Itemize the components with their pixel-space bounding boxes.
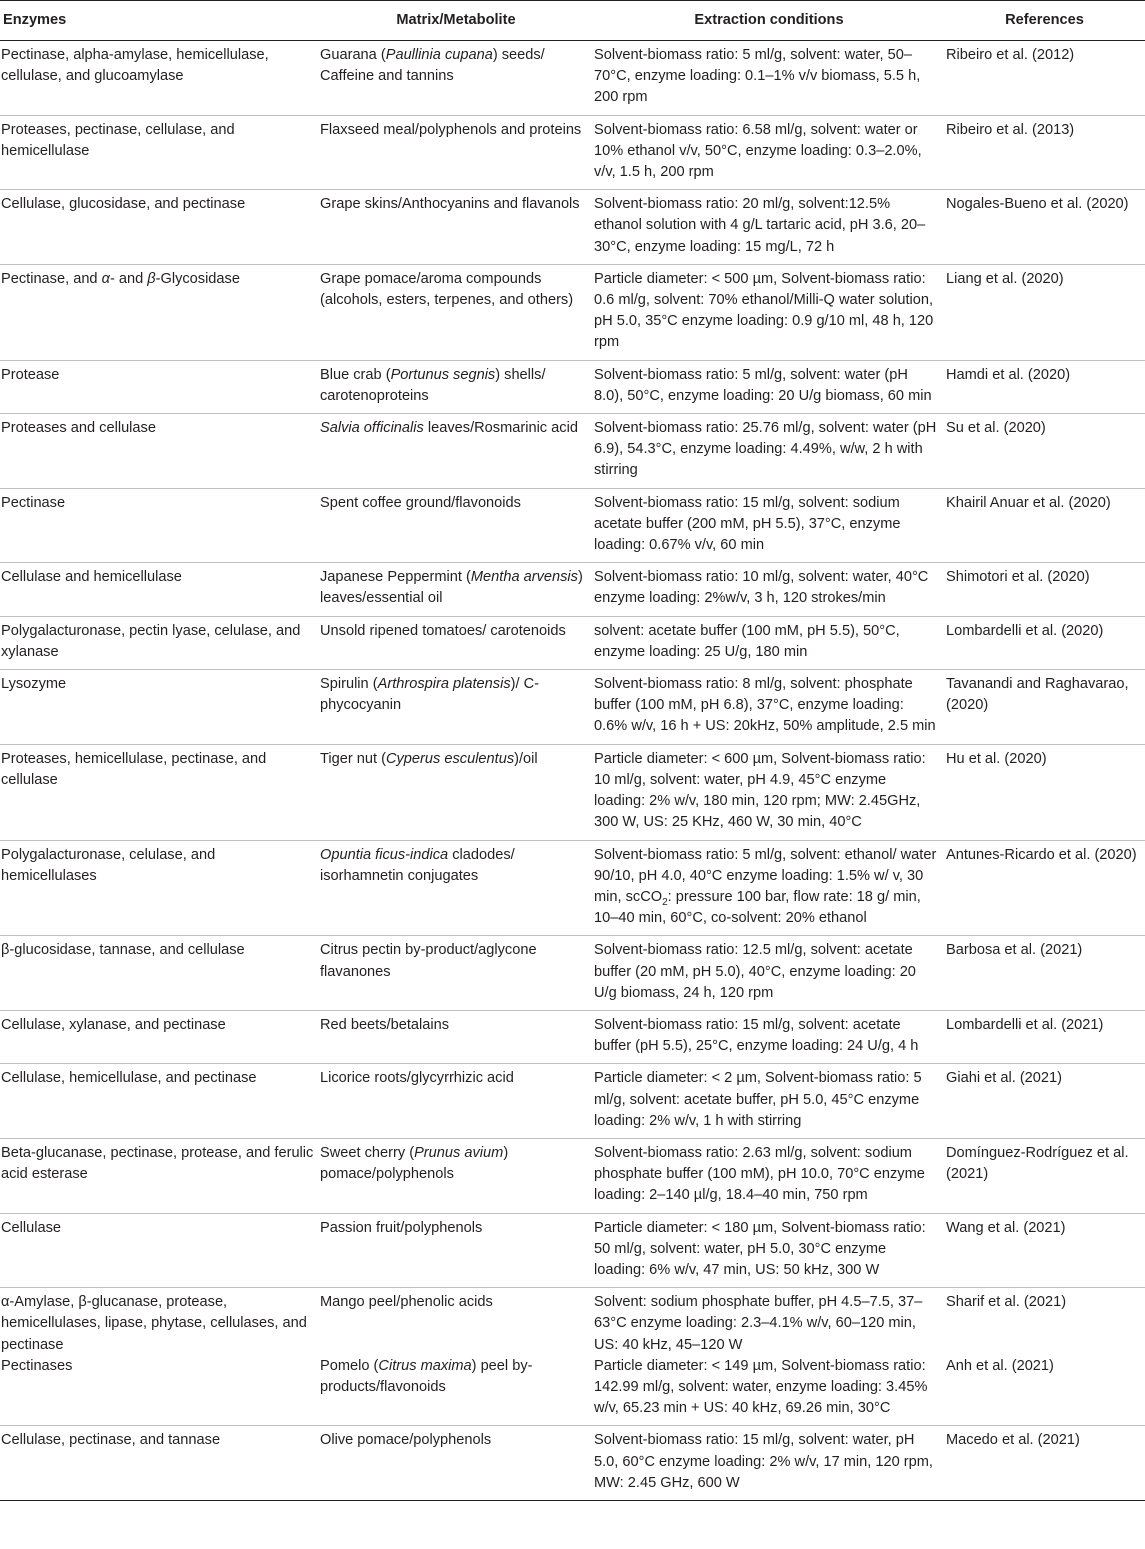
enzymes-cell: Cellulase and hemicellulase xyxy=(0,563,318,616)
conditions-cell: Solvent-biomass ratio: 5 ml/g, solvent: water (pH 8.0), 50°C, enzyme loading: 20 U/g biomass, 60 min xyxy=(594,360,944,413)
enzymes-cell: Proteases and cellulase xyxy=(0,414,318,489)
header-references: References xyxy=(944,1,1145,41)
enzymes-cell: Beta-glucanase, pectinase, protease, and ferulic acid esterase xyxy=(0,1138,318,1213)
enzymes-cell: α-Amylase, β-glucanase, protease, hemicellulases, lipase, phytase, cellulases, and pectinase xyxy=(1,1294,307,1353)
table-row xyxy=(0,1426,1145,1501)
matrix-cell: Spirulin (Arthrospira platensis)/ C-phycocyanin xyxy=(318,670,594,745)
table-row xyxy=(0,616,1145,669)
enzymes-cell: β-glucosidase, tannase, and cellulase xyxy=(0,936,318,1011)
matrix-cell: Guarana (Paullinia cupana) seeds/ Caffeine and tannins xyxy=(318,41,594,116)
table-row xyxy=(0,41,1145,116)
conditions-cell: Solvent-biomass ratio: 5 ml/g, solvent: water, 50–70°C, enzyme loading: 0.1–1% v/v biomass, 5.5 h, 200 rpm xyxy=(594,41,944,116)
matrix-cell: Unsold ripened tomatoes/ carotenoids xyxy=(318,616,594,669)
reference-cell: Hu et al. (2020) xyxy=(944,744,1145,840)
conditions-cell: Particle diameter: < 600 µm, Solvent-biomass ratio: 10 ml/g, solvent: water, pH 4.9, 45°C enzyme loading: 2% w/v, 180 min, 120 rpm; MW: 2.45GHz, 300 W, US: 25 KHz, 460 W, 30 min, 40°C xyxy=(594,744,944,840)
reference-cell: Hamdi et al. (2020) xyxy=(944,360,1145,413)
conditions-cell: solvent: acetate buffer (100 mM, pH 5.5), 50°C, enzyme loading: 25 U/g, 180 min xyxy=(594,616,944,669)
conditions-cell: Solvent-biomass ratio: 15 ml/g, solvent: acetate buffer (pH 5.5), 25°C, enzyme loading: 24 U/g, 4 h xyxy=(594,1010,944,1063)
matrix-cell: Salvia officinalis leaves/Rosmarinic acid xyxy=(318,414,594,489)
table-row xyxy=(0,1010,1145,1063)
reference-cell: Anh et al. (2021) xyxy=(944,1356,1145,1426)
conditions-cell: Particle diameter: < 2 µm, Solvent-biomass ratio: 5 ml/g, solvent: acetate buffer, pH 5.0, 45°C enzyme loading: 2% w/v, 1 h with stirring xyxy=(594,1064,944,1139)
enzymes-cell: Protease xyxy=(0,360,318,413)
conditions-cell: Solvent-biomass ratio: 15 ml/g, solvent: sodium acetate buffer (200 mM, pH 5.5), 37°C, enzyme loading: 0.67% v/v, 60 min xyxy=(594,488,944,563)
reference-cell: Wang et al. (2021) xyxy=(944,1213,1145,1288)
reference-cell: Lombardelli et al. (2020) xyxy=(944,616,1145,669)
reference-cell: Liang et al. (2020) xyxy=(944,264,1145,360)
enzymes-cell: Cellulase, pectinase, and tannase xyxy=(0,1426,318,1501)
matrix-cell: Citrus pectin by-product/aglycone flavanones xyxy=(318,936,594,1011)
enzymes-cell: Pectinase, alpha-amylase, hemicellulase, cellulase, and glucoamylase xyxy=(0,41,318,116)
matrix-cell: Flaxseed meal/polyphenols and proteins xyxy=(318,115,594,190)
matrix-cell: Blue crab (Portunus segnis) shells/ carotenoproteins xyxy=(318,360,594,413)
matrix-cell: Japanese Peppermint (Mentha arvensis) leaves/essential oil xyxy=(318,563,594,616)
reference-cell: Tavanandi and Raghavarao, (2020) xyxy=(944,670,1145,745)
table-row xyxy=(0,840,1145,936)
reference-cell: Macedo et al. (2021) xyxy=(944,1426,1145,1501)
table-row xyxy=(0,360,1145,413)
reference-cell: Lombardelli et al. (2021) xyxy=(944,1010,1145,1063)
conditions-cell: Particle diameter: < 500 µm, Solvent-biomass ratio: 0.6 ml/g, solvent: 70% ethanol/Milli-Q water solution, pH 5.0, 35°C enzyme loading: 0.9 g/10 ml, 48 h, 120 rpm xyxy=(594,264,944,360)
conditions-cell: Solvent-biomass ratio: 5 ml/g, solvent: ethanol/ water 90/10, pH 4.0, 40°C enzyme loading: 1.5% w/ v, 30 min, scCO$_2$: pressure 100 bar, flow rate: 18 g/ min, 10–40 min, 60°C, co-solvent: 20% ethanol xyxy=(594,840,944,936)
reference-cell: Shimotori et al. (2020) xyxy=(944,563,1145,616)
matrix-cell: Tiger nut (Cyperus esculentus)/oil xyxy=(318,744,594,840)
conditions-cell: Solvent-biomass ratio: 20 ml/g, solvent:12.5% ethanol solution with 4 g/L tartaric acid, pH 3.6, 20–30°C, enzyme loading: 15 mg/L, 72 h xyxy=(594,190,944,265)
table-row xyxy=(0,1213,1145,1288)
header-conditions: Extraction conditions xyxy=(594,1,944,41)
matrix-cell: Grape pomace/aroma compounds (alcohols, esters, terpenes, and others) xyxy=(318,264,594,360)
table-row xyxy=(0,190,1145,265)
header-enzymes: Enzymes xyxy=(0,1,318,41)
conditions-cell: Solvent-biomass ratio: 25.76 ml/g, solvent: water (pH 6.9), 54.3°C, enzyme loading: 4.49%, w/w, 2 h with stirring xyxy=(594,414,944,489)
table-row xyxy=(0,563,1145,616)
matrix-cell: Spent coffee ground/flavonoids xyxy=(318,488,594,563)
matrix-cell: Grape skins/Anthocyanins and flavanols xyxy=(318,190,594,265)
matrix-cell: Pomelo (Citrus maxima) peel by-products/flavonoids xyxy=(318,1356,594,1426)
enzymes-cell: Cellulase, glucosidase, and pectinase xyxy=(0,190,318,265)
enzymes-cell: Cellulase, xylanase, and pectinase xyxy=(0,1010,318,1063)
table-row xyxy=(0,670,1145,745)
table-row xyxy=(0,115,1145,190)
enzymes-cell: Pectinase, and α- and β-Glycosidase xyxy=(0,264,318,360)
enzymes-cell: Cellulase, hemicellulase, and pectinase xyxy=(0,1064,318,1139)
table-row xyxy=(0,414,1145,489)
enzymes-cell: Pectinases xyxy=(0,1356,318,1426)
reference-cell: Khairil Anuar et al. (2020) xyxy=(944,488,1145,563)
matrix-cell: Opuntia ficus-indica cladodes/ isorhamnetin conjugates xyxy=(318,840,594,936)
table-row xyxy=(0,936,1145,1011)
table-row xyxy=(0,1356,1145,1426)
reference-cell: Domínguez-Rodríguez et al. (2021) xyxy=(944,1138,1145,1213)
matrix-cell: Passion fruit/polyphenols xyxy=(318,1213,594,1288)
enzymes-cell: Lysozyme xyxy=(0,670,318,745)
matrix-cell: Mango peel/phenolic acids xyxy=(320,1294,493,1311)
table-row xyxy=(0,744,1145,840)
table-row xyxy=(0,264,1145,360)
reference-cell: Ribeiro et al. (2012) xyxy=(944,41,1145,116)
matrix-cell: Sweet cherry (Prunus avium) pomace/polyphenols xyxy=(318,1138,594,1213)
conditions-cell: Particle diameter: < 180 µm, Solvent-biomass ratio: 50 ml/g, solvent: water, pH 5.0, 30°C enzyme loading: 6% w/v, 47 min, US: 50 kHz, 300 W xyxy=(594,1213,944,1288)
conditions-cell: Solvent-biomass ratio: 8 ml/g, solvent: phosphate buffer (100 mM, pH 6.8), 37°C, enzyme loading: 0.6% w/v, 16 h + US: 20kHz, 50% amplitude, 2.5 min xyxy=(594,670,944,745)
enzymes-cell: Pectinase xyxy=(0,488,318,563)
conditions-cell: Solvent-biomass ratio: 2.63 ml/g, solvent: sodium phosphate buffer (100 mM), pH 10.0, 70°C enzyme loading: 2–140 µl/g, 18.4–40 min, 750 rpm xyxy=(594,1138,944,1213)
reference-cell: Barbosa et al. (2021) xyxy=(944,936,1145,1011)
table-row xyxy=(0,488,1145,563)
table-row xyxy=(0,1064,1145,1139)
conditions-cell: Solvent-biomass ratio: 6.58 ml/g, solvent: water or 10% ethanol v/v, 50°C, enzyme loading: 0.3–2.0%, v/v, 1.5 h, 200 rpm xyxy=(594,115,944,190)
conditions-cell: Particle diameter: < 149 µm, Solvent-biomass ratio: 142.99 ml/g, solvent: water, enzyme loading: 3.45% w/v, 65.23 min + US: 40 kHz, 69.26 min, 30°C xyxy=(594,1356,944,1426)
enzymes-cell: Cellulase xyxy=(0,1213,318,1288)
enzymes-cell: Polygalacturonase, pectin lyase, celulase, and xylanase xyxy=(0,616,318,669)
reference-cell: Nogales-Bueno et al. (2020) xyxy=(944,190,1145,265)
matrix-cell: Licorice roots/glycyrrhizic acid xyxy=(318,1064,594,1139)
reference-cell: Antunes-Ricardo et al. (2020) xyxy=(944,840,1145,936)
matrix-cell: Red beets/betalains xyxy=(318,1010,594,1063)
reference-cell: Ribeiro et al. (2013) xyxy=(944,115,1145,190)
conditions-cell: Solvent-biomass ratio: 15 ml/g, solvent: water, pH 5.0, 60°C enzyme loading: 2% w/v, 17 min, 120 rpm, MW: 2.45 GHz, 600 W xyxy=(594,1426,944,1501)
reference-cell: Su et al. (2020) xyxy=(944,414,1145,489)
enzymes-cell: Proteases, hemicellulase, pectinase, and cellulase xyxy=(0,744,318,840)
conditions-cell: Solvent-biomass ratio: 12.5 ml/g, solvent: acetate buffer (20 mM, pH 5.0), 40°C, enzyme loading: 20 U/g biomass, 24 h, 120 rpm xyxy=(594,936,944,1011)
conditions-cell: Solvent-biomass ratio: 10 ml/g, solvent: water, 40°C enzyme loading: 2%w/v, 3 h, 120 strokes/min xyxy=(594,563,944,616)
enzymes-cell: Proteases, pectinase, cellulase, and hemicellulase xyxy=(0,115,318,190)
header-matrix: Matrix/Metabolite xyxy=(318,1,594,41)
enzymes-cell: Polygalacturonase, celulase, and hemicellulases xyxy=(0,840,318,936)
table-header xyxy=(0,1,1145,41)
header-row xyxy=(0,1,1145,41)
matrix-cell: Olive pomace/polyphenols xyxy=(318,1426,594,1501)
conditions-cell: Solvent: sodium phosphate buffer, pH 4.5–7.5, 37–63°C enzyme loading: 2.3–4.1% w/v, 60–120 min, US: 40 kHz, 45–120 W xyxy=(594,1294,923,1353)
reference-cell: Giahi et al. (2021) xyxy=(944,1064,1145,1139)
table-body xyxy=(0,41,1145,1501)
table-row xyxy=(0,1138,1145,1213)
reference-cell: Sharif et al. (2021) xyxy=(946,1294,1067,1311)
table-row xyxy=(0,1288,1145,1356)
